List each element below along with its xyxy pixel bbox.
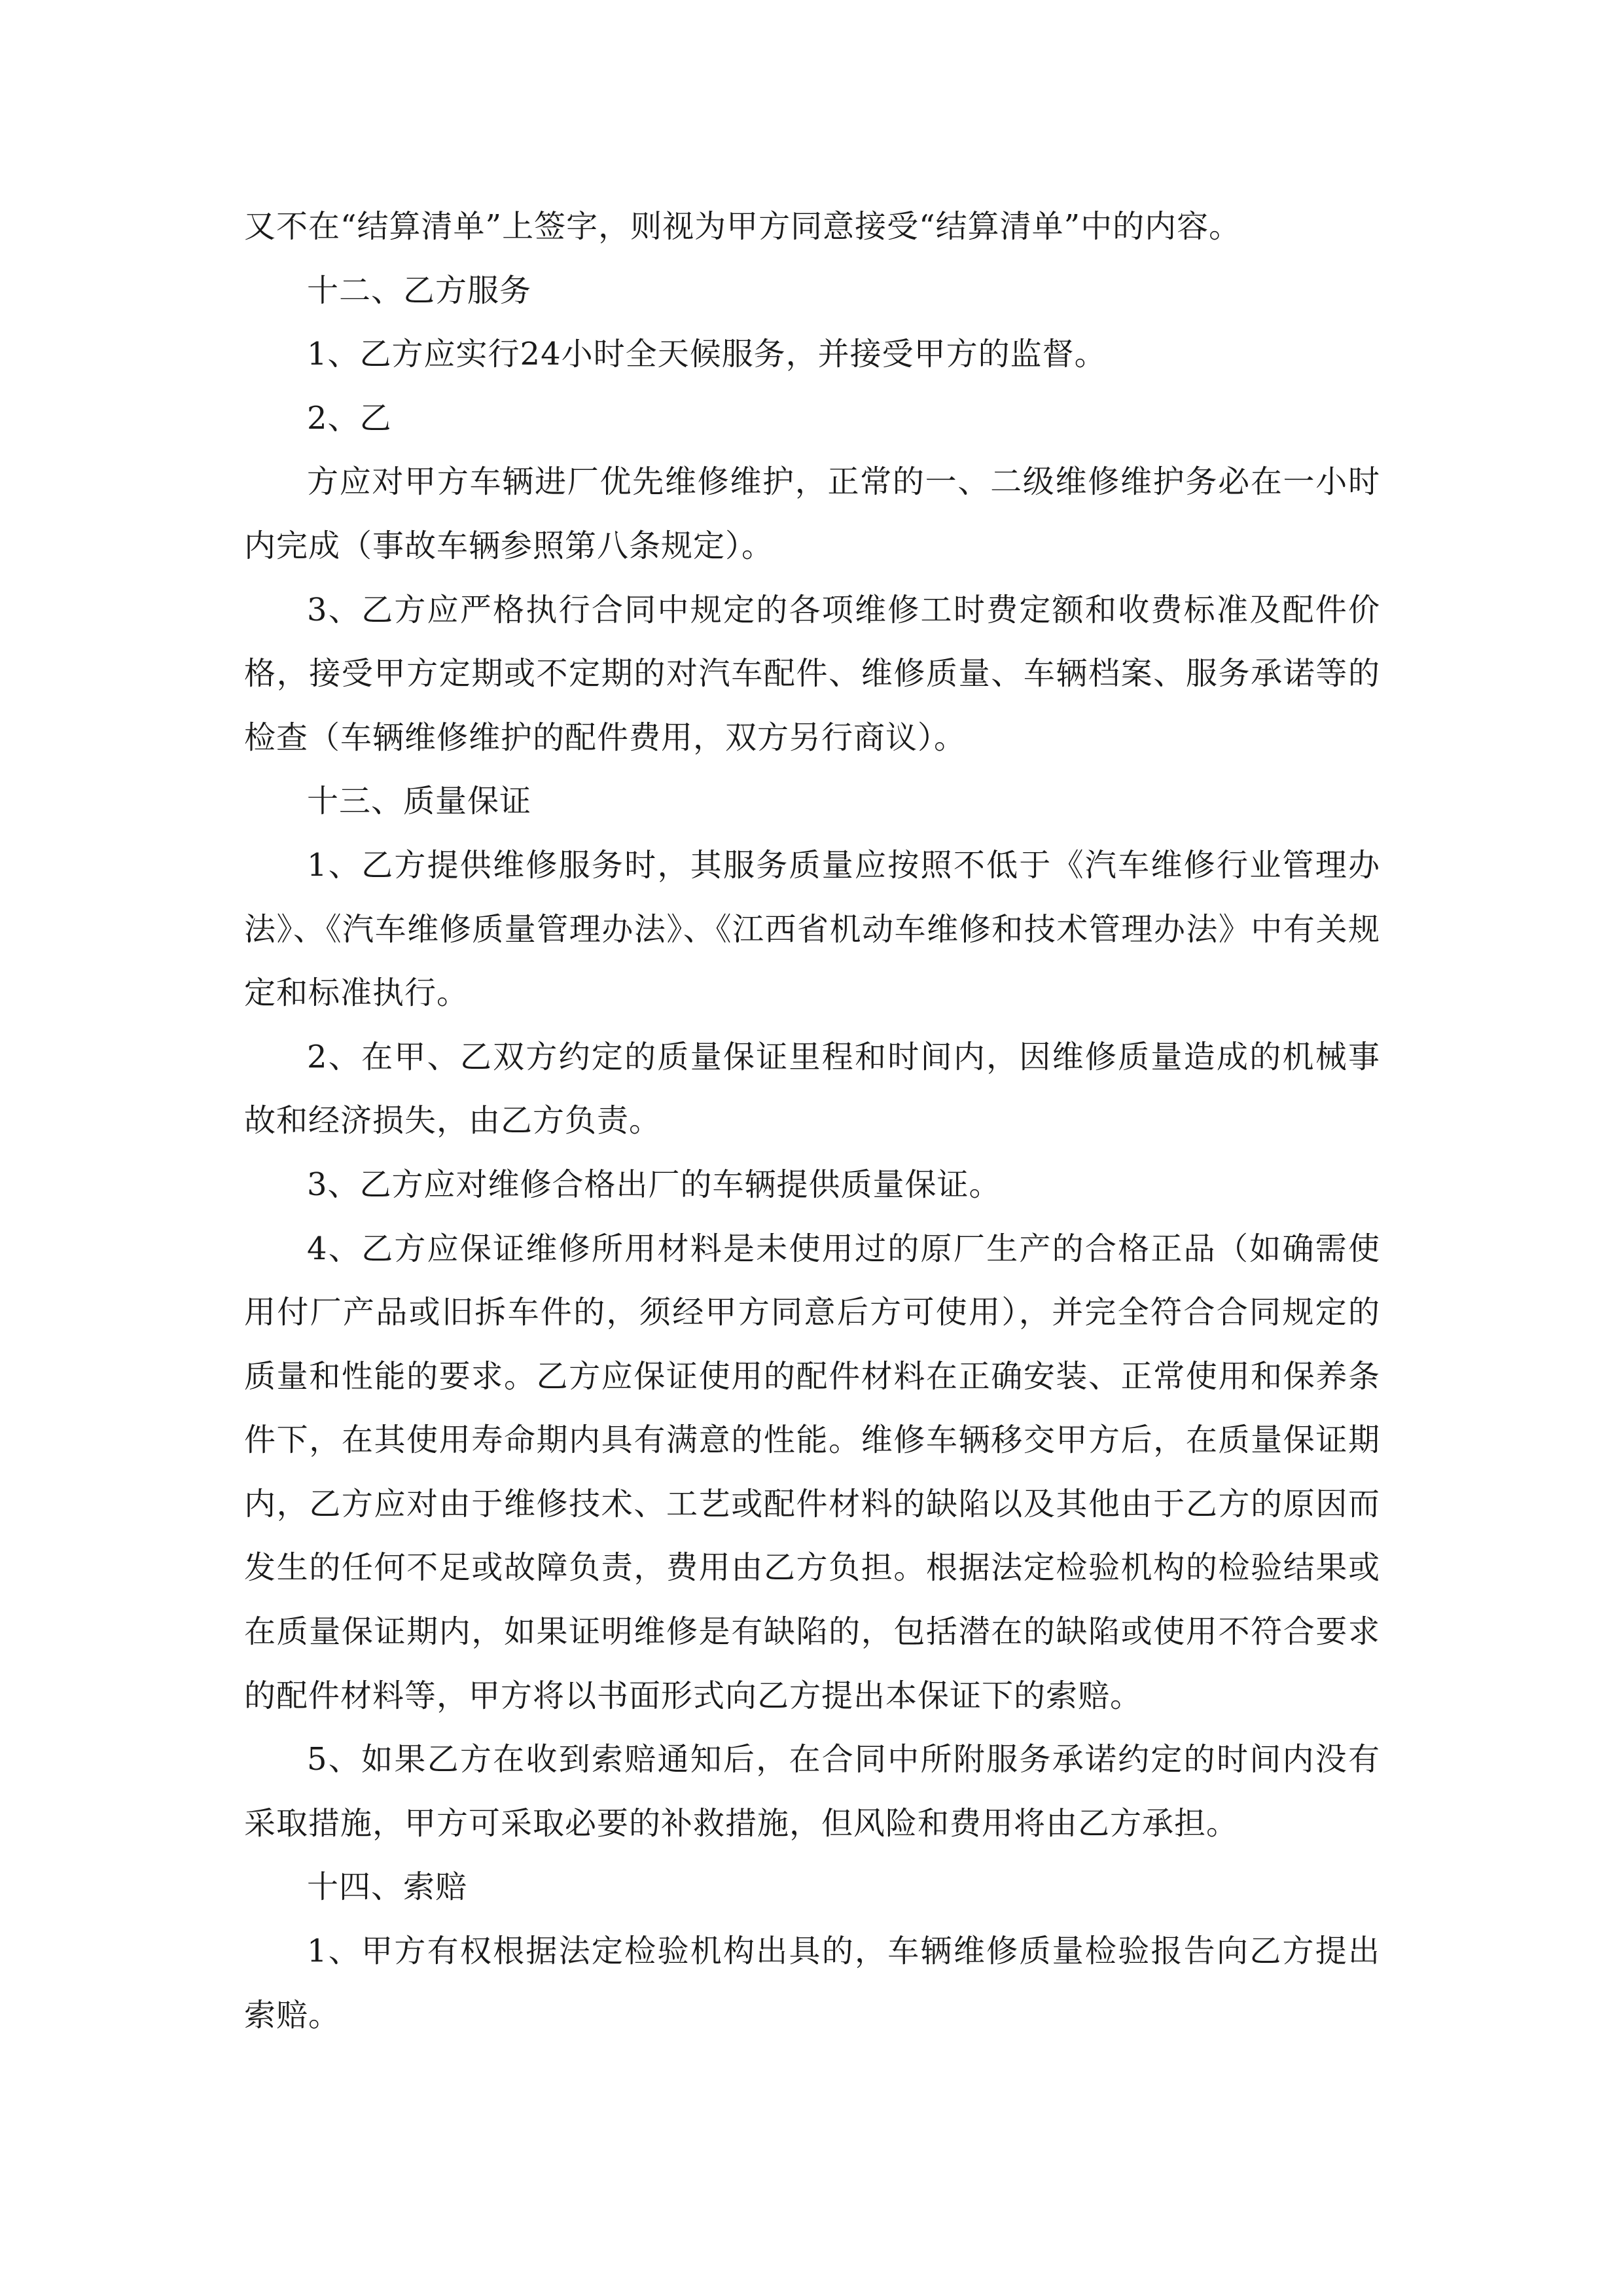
paragraph-14-1: 1、甲方有权根据法定检验机构出具的，车辆维修质量检验报告向乙方提出索赔。	[244, 1933, 1380, 2034]
section-heading-12: 十二、乙方服务	[307, 272, 532, 309]
paragraph-13-5: 5、如果乙方在收到索赔通知后，在合同中所附服务承诺约定的时间内没有采取措施，甲方可采取必要的补救措施，但风险和费用将由乙方承担。	[244, 1741, 1380, 1842]
section-heading-13: 十三、质量保证	[307, 783, 532, 820]
paragraph-settlement-continuation: 又不在“结算清单”上签字，则视为甲方同意接受“结算清单”中的内容。	[244, 208, 1241, 245]
document-body	[244, 195, 1380, 2047]
paragraph-13-4: 4、乙方应保证维修所用材料是未使用过的原厂生产的合格正品（如确需使用付厂产品或旧拆车件的，须经甲方同意后方可使用），并完全符合合同规定的质量和性能的要求。乙方应保证使用的配件材料在正确安装、正常使用和保养条件下，在其使用寿命期内具有满意的性能。维修车辆移交甲方后，在质量保证期内，乙方应对由于维修技术、工艺或配件材料的缺陷以及其他由于乙方的原因而发生的任何不足或故障负责，费用由乙方负担。根据法定检验机构的检验结果或在质量保证期内，如果证明维修是有缺陷的，包括潜在的缺陷或使用不符合要求的配件材料等，甲方将以书面形式向乙方提出本保证下的索赔。	[244, 1230, 1380, 1714]
paragraph-12-1: 1、乙方应实行24小时全天候服务，并接受甲方的监督。	[307, 336, 1107, 373]
paragraph-13-3: 3、乙方应对维修合格出厂的车辆提供质量保证。	[307, 1166, 1001, 1203]
paragraph-13-1: 1、乙方提供维修服务时，其服务质量应按照不低于《汽车维修行业管理办法》、《汽车维修质量管理办法》、《江西省机动车维修和技术管理办法》中有关规定和标准执行。	[244, 846, 1380, 1012]
section-heading-14: 十四、索赔	[307, 1869, 468, 1906]
paragraph-12-3: 3、乙方应严格执行合同中规定的各项维修工时费定额和收费标准及配件价格，接受甲方定期或不定期的对汽车配件、维修质量、车辆档案、服务承诺等的检查（车辆维修维护的配件费用，双方另行商议）。	[244, 591, 1380, 756]
paragraph-13-2: 2、在甲、乙双方约定的质量保证里程和时间内，因维修质量造成的机械事故和经济损失，由乙方负责。	[244, 1038, 1380, 1139]
paragraph-12-2: 方应对甲方车辆进厂优先维修维护，正常的一、二级维修维护务必在一小时内完成（事故车辆参照第八条规定）。	[244, 463, 1380, 564]
paragraph-12-2-fragment: 2、乙	[307, 399, 392, 437]
